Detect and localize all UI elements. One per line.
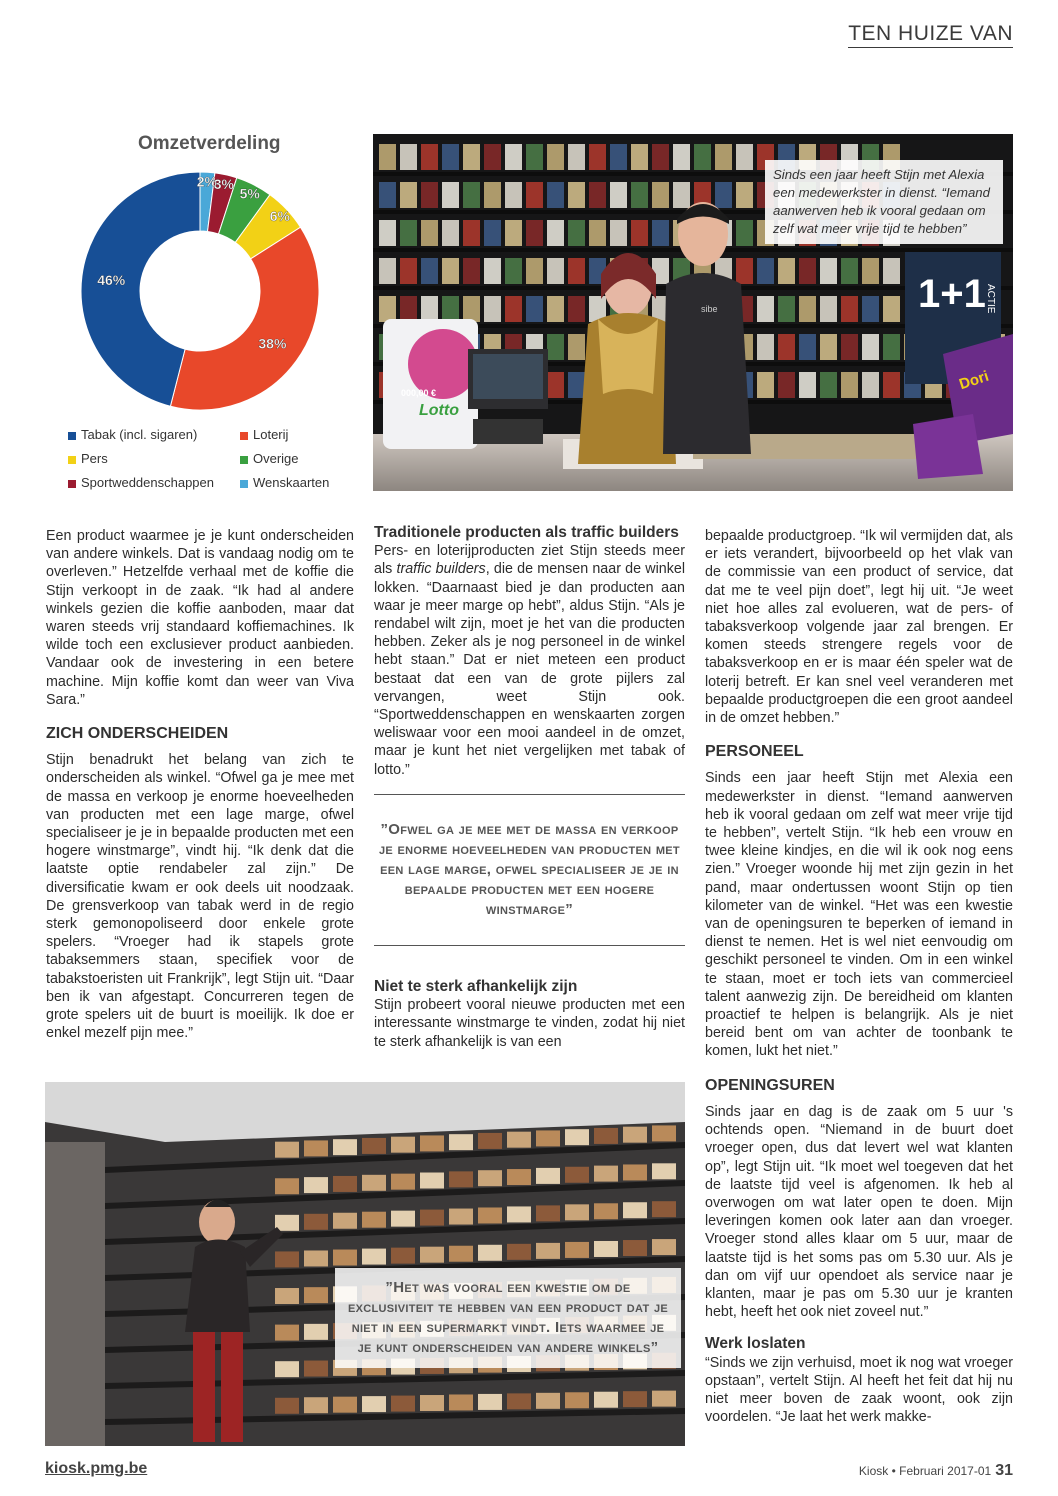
legend-swatch bbox=[240, 456, 248, 464]
shelf-product bbox=[589, 182, 606, 208]
cigar-box bbox=[391, 1174, 415, 1190]
shelf-product bbox=[526, 220, 543, 246]
shelf-product bbox=[484, 144, 501, 170]
shelf-product bbox=[820, 372, 837, 398]
shelf-product bbox=[568, 182, 585, 208]
shelf-product bbox=[400, 296, 417, 322]
heading-traffic-builders: Traditionele producten als traffic builders bbox=[374, 524, 679, 541]
cigar-box bbox=[333, 1250, 357, 1266]
shelf-product bbox=[526, 182, 543, 208]
shelf-product bbox=[715, 144, 732, 170]
cigar-box bbox=[449, 1209, 473, 1225]
shelf-product bbox=[400, 144, 417, 170]
shelf-product bbox=[778, 334, 795, 360]
cigar-box bbox=[623, 1127, 647, 1143]
legend-label: Overige bbox=[253, 451, 299, 466]
cigar-box bbox=[565, 1242, 589, 1258]
shelf-product bbox=[862, 334, 879, 360]
shelf-product bbox=[799, 334, 816, 360]
shelf-product bbox=[484, 258, 501, 284]
legend-item bbox=[240, 475, 329, 490]
shelf-product bbox=[673, 182, 690, 208]
shelf-product bbox=[631, 220, 648, 246]
col1-paragraph-2: Stijn benadrukt het belang van zich te onderscheiden als winkel. “Ofwel ga je mee met de massa en verkoop je enorme hoeveelheden van producten met een lage marge, ofwel specialiseer je je in bepaalde producten met een hogere winstmarge”, vindt hij. “Ik denk dat die laatste optie rendabeler zal zijn.” De diversificatie kwam er ook deels uit noodzaak. De grensverkoop van tabak werd in de regio sterk gemonopoliseerd door enkele grote spelers. “Vroeger had ik stapels grote tabaksemmers staan, specifiek voor de tabakstoeristen uit Frankrijk”, legt Stijn uit. “Daar ben ik van afgestapt. Concurreren tegen de grote spelers uit de buurt is moeilijk. Ik doe er enkel mezelf pijn mee.” bbox=[46, 752, 354, 1042]
cigar-box bbox=[333, 1213, 357, 1229]
donut-data-label: 5% bbox=[239, 185, 260, 202]
legend-item bbox=[68, 451, 108, 466]
shelf-product bbox=[400, 220, 417, 246]
cigar-box bbox=[536, 1130, 560, 1146]
cigar-box bbox=[275, 1361, 299, 1377]
shelf-product bbox=[526, 296, 543, 322]
shelf-product bbox=[778, 296, 795, 322]
cigar-box bbox=[275, 1325, 299, 1341]
cigar-box bbox=[652, 1163, 676, 1179]
shelf-product bbox=[820, 334, 837, 360]
shelf-product bbox=[820, 258, 837, 284]
legend-item bbox=[240, 427, 288, 442]
cigar-box bbox=[333, 1176, 357, 1192]
shelf-product bbox=[862, 372, 879, 398]
cigar-box bbox=[420, 1247, 444, 1263]
legend-swatch bbox=[68, 432, 76, 440]
cigar-box bbox=[275, 1288, 299, 1304]
cigar-box bbox=[304, 1250, 328, 1266]
heading-zich-onderscheiden: ZICH ONDERSCHEIDEN bbox=[46, 725, 229, 743]
cigar-box bbox=[652, 1125, 676, 1141]
shelf-product bbox=[757, 258, 774, 284]
cigar-box bbox=[507, 1244, 531, 1260]
shelf-product bbox=[652, 182, 669, 208]
shelf-product bbox=[883, 334, 900, 360]
col2-paragraph-1 bbox=[374, 542, 685, 779]
column-2-lower bbox=[374, 972, 685, 1065]
cigar-box bbox=[362, 1175, 386, 1191]
shelf-product bbox=[610, 182, 627, 208]
cigar-box bbox=[391, 1248, 415, 1264]
shelf-product bbox=[484, 220, 501, 246]
cigar-box bbox=[362, 1138, 386, 1154]
legend-label: Tabak (incl. sigaren) bbox=[81, 427, 198, 442]
donut-data-label: 46% bbox=[97, 271, 126, 288]
legend-item bbox=[240, 451, 299, 466]
shelf-product bbox=[421, 144, 438, 170]
shelf-product bbox=[463, 144, 480, 170]
col2-p1-start: Pers- en loterijproducten ziet Stijn steeds meer als bbox=[374, 543, 685, 578]
cigar-room-illustration bbox=[45, 1082, 685, 1446]
shelf-product bbox=[568, 296, 585, 322]
cigar-box bbox=[304, 1361, 328, 1377]
shelf-product bbox=[421, 182, 438, 208]
cigar-box bbox=[478, 1133, 502, 1149]
cigar-box bbox=[565, 1129, 589, 1145]
shelf-product bbox=[400, 258, 417, 284]
heading-personeel: PERSONEEL bbox=[705, 743, 804, 761]
shelf-product bbox=[568, 144, 585, 170]
cigar-box bbox=[536, 1168, 560, 1184]
cigar-box bbox=[362, 1249, 386, 1265]
promo-sign-side: ACTIE bbox=[985, 284, 996, 314]
shelf-product bbox=[736, 220, 753, 246]
shelf-product bbox=[631, 144, 648, 170]
cigar-box bbox=[623, 1240, 647, 1256]
cigar-box bbox=[362, 1212, 386, 1228]
footer-issue bbox=[859, 1462, 1013, 1480]
shelf-product bbox=[568, 372, 585, 398]
shelf-product bbox=[463, 220, 480, 246]
quote-rule-bottom bbox=[374, 945, 685, 946]
shelf-product bbox=[610, 220, 627, 246]
heading-werk-loslaten: Werk loslaten bbox=[705, 1335, 806, 1353]
col3-paragraph-1: bepaalde productgroep. “Ik wil vermijden dat, als er iets verandert, bijvoorbeeld op het vlak van de commissie van een product of service, dat dat me te veel pijn doet”, legt hij uit. “Je weet niet hoe alles zal evolueren, wat de pers- of tabaksverkoop volgende jaar zal brengen. Er komen steeds strengere regels voor de tabaksverkoop en er is maar één speler wat de loterij betreft. Er kan snel veel veranderen met bepaalde productgroepen die een groot aandeel in de omzet hebben.” bbox=[705, 528, 1013, 727]
cigar-box bbox=[420, 1173, 444, 1189]
cigar-box bbox=[391, 1211, 415, 1227]
shelf-product bbox=[883, 258, 900, 284]
shelf-product bbox=[820, 296, 837, 322]
column-2 bbox=[374, 524, 685, 793]
shelf-product bbox=[841, 334, 858, 360]
cigar-box bbox=[420, 1210, 444, 1226]
donut-data-label: 6% bbox=[269, 208, 290, 225]
promo-sign-main: 1+1 bbox=[918, 272, 986, 316]
donut-data-label: 3% bbox=[213, 176, 235, 193]
shelf-product bbox=[463, 258, 480, 284]
col2-p1-emphasis: traffic builders bbox=[396, 561, 486, 578]
cigar-box bbox=[304, 1214, 328, 1230]
shelf-product bbox=[379, 144, 396, 170]
shelf-product bbox=[547, 372, 564, 398]
cigar-box bbox=[623, 1202, 647, 1218]
photo-cigar-room bbox=[45, 1082, 685, 1446]
cigar-box bbox=[507, 1169, 531, 1185]
shelf-product bbox=[883, 372, 900, 398]
shelf-product bbox=[883, 296, 900, 322]
shelf-product bbox=[547, 182, 564, 208]
cigar-box bbox=[536, 1393, 560, 1409]
donut-data-label: 38% bbox=[258, 335, 287, 352]
staff-shirt-logo: sibe bbox=[701, 304, 718, 314]
shelf-product bbox=[421, 296, 438, 322]
shelf-product bbox=[547, 220, 564, 246]
shelf-product bbox=[547, 334, 564, 360]
col1-paragraph-1: Een product waarmee je je kunt onderscheiden van andere winkels. Dat is vandaag nodig om te overleven.” Hetzelfde verhaal met de koffie die Stijn verkoopt in de zaak. “Ik had al andere winkels gezien die koffie aanboden, maar dat waren steeds vrij standaard koffiemachines. Ik wilde toch een exclusiever product aanbieden. Vandaar ook de investering in een betere machine. Mijn koffie komt dan weer van Viva Sara.” bbox=[46, 528, 354, 708]
shelf-product bbox=[799, 372, 816, 398]
cigar-box bbox=[304, 1177, 328, 1193]
shelf-product bbox=[442, 182, 459, 208]
shelf-product bbox=[379, 182, 396, 208]
legend-swatch bbox=[68, 480, 76, 488]
shelf-product bbox=[757, 334, 774, 360]
legend-label: Wenskaarten bbox=[253, 475, 330, 490]
cigar-box bbox=[275, 1142, 299, 1158]
shelf-product bbox=[589, 220, 606, 246]
cigar-box bbox=[507, 1393, 531, 1409]
shelf-product bbox=[421, 258, 438, 284]
cigar-box bbox=[275, 1178, 299, 1194]
section-tag: TEN HUIZE VAN bbox=[848, 22, 1013, 48]
cigar-box bbox=[420, 1135, 444, 1151]
shelf-product bbox=[631, 182, 648, 208]
legend-item bbox=[68, 427, 197, 442]
photo-shop-counter bbox=[373, 134, 1013, 491]
pull-quote-1: ”Ofwel ga je mee met de massa en verkoop je enorme hoeveelheden van producten met een lage marge, ofwel specialiseer je je in bepaalde producten met een hogere winstmarge” bbox=[379, 821, 680, 918]
shelf-product bbox=[568, 220, 585, 246]
donut-data-label: 2% bbox=[196, 173, 217, 190]
cigar-box bbox=[652, 1391, 676, 1407]
column-1 bbox=[46, 527, 354, 1056]
shelf-product bbox=[862, 296, 879, 322]
chart-title: Omzetverdeling bbox=[138, 133, 281, 154]
shelf-product bbox=[379, 258, 396, 284]
shelf-product bbox=[610, 144, 627, 170]
col3-paragraph-3: Sinds jaar en dag is de zaak om 5 uur 's ochtends open. “Niemand in de buurt doet vroeger open, dus dat levert wel wat klanten op”, legt Stijn uit. “Ik moet wel toegeven dat het de laatste tijd veel is afgenomen. Ik heb al overwogen om wat later open te doen. Mijn leveringen komen ook later aan dan vroeger. Vroeger stond alles klaar om 5 uur, maar de laatste tijd is het soms pas om 5.30 uur. Als je dan om vijf uur opendoet als service naar je klanten, maar je pas om 5.30 uur je kranten hebt, heeft het ook niet zoveel nut.” bbox=[705, 1103, 1013, 1321]
shelf-product bbox=[547, 144, 564, 170]
cigar-box bbox=[594, 1128, 618, 1144]
lotto-amount: 000,00 € bbox=[401, 388, 437, 398]
cigar-box bbox=[478, 1394, 502, 1410]
cigar-box bbox=[594, 1166, 618, 1182]
shelf-product bbox=[841, 296, 858, 322]
cigar-box bbox=[507, 1206, 531, 1222]
footer-url[interactable]: kiosk.pmg.be bbox=[45, 1460, 148, 1477]
cigar-box bbox=[391, 1137, 415, 1153]
shelf-product bbox=[484, 182, 501, 208]
shelf-product bbox=[526, 258, 543, 284]
cigar-box bbox=[420, 1395, 444, 1411]
legend-swatch bbox=[240, 432, 248, 440]
col3-paragraph-2: Sinds een jaar heeft Stijn met Alexia een medewerkster in dienst. “Iemand aanwerven heb ik vooral gedaan om zelf wat meer vrije tijd te hebben”, vertelt Stijn. “Ik heb een vrouw en twee kleine kindjes, en die wil ik ook nog eens zien.” Vroeger woonde hij met zijn gezin in het pand, maar ondertussen woont Stijn op tien kilometer van de winkel. “Het was een kwestie van de openingsuren te beperken of iemand in dienst te nemen. Het is wel niet eenvoudig om geschikt personeel te vinden. Om in een winkel te staan, moet er toch iets van commercieel talent aanwezig zijn. De bereidheid om klanten proactief te helpen is belangrijk. Als je niet bereid bent om van achter de toonbank te komen, lukt het niet.” bbox=[705, 770, 1013, 1060]
cigar-box bbox=[594, 1392, 618, 1408]
shelf-product bbox=[505, 182, 522, 208]
heading-openingsuren: OPENINGSUREN bbox=[705, 1076, 835, 1094]
cigar-box bbox=[652, 1201, 676, 1217]
shelf-product bbox=[652, 144, 669, 170]
shelf-product bbox=[484, 296, 501, 322]
cigar-box bbox=[304, 1397, 328, 1413]
cigar-box bbox=[275, 1251, 299, 1267]
shelf-product bbox=[379, 296, 396, 322]
shelf-product bbox=[862, 258, 879, 284]
shelf-product bbox=[736, 144, 753, 170]
legend-label: Loterij bbox=[253, 427, 289, 442]
shelf-product bbox=[736, 182, 753, 208]
shelf-product bbox=[526, 144, 543, 170]
shelf-product bbox=[442, 220, 459, 246]
col2-paragraph-2: Stijn probeert vooral nieuwe producten met een interessante winstmarge te vinden, zodat hij niet te sterk afhankelijk is van een bbox=[374, 997, 685, 1050]
cigar-box bbox=[623, 1391, 647, 1407]
shelf-product bbox=[715, 182, 732, 208]
heading-niet-afhankelijk: Niet te sterk afhankelijk zijn bbox=[374, 978, 578, 995]
cigar-box bbox=[594, 1203, 618, 1219]
cigar-box bbox=[652, 1239, 676, 1255]
shelf-product bbox=[778, 258, 795, 284]
shelf-product bbox=[568, 258, 585, 284]
issue-label: Kiosk • Februari 2017-01 bbox=[858, 1464, 992, 1478]
quote-rule-top bbox=[374, 794, 685, 795]
shelf-product bbox=[379, 220, 396, 246]
shelf-product bbox=[757, 372, 774, 398]
legend-item bbox=[68, 475, 214, 490]
legend-label: Sportweddenschappen bbox=[81, 475, 214, 490]
snack-bag-text: Dori bbox=[957, 367, 991, 394]
shelf-product bbox=[568, 334, 585, 360]
shelf-product bbox=[778, 372, 795, 398]
column-3 bbox=[705, 527, 1013, 1440]
donut-slice-loterij bbox=[170, 227, 319, 410]
cigar-box bbox=[507, 1132, 531, 1148]
shelf-product bbox=[442, 258, 459, 284]
cigar-box bbox=[362, 1396, 386, 1412]
legend-label: Pers bbox=[81, 451, 108, 466]
cigar-box bbox=[449, 1171, 473, 1187]
shelf-product bbox=[841, 372, 858, 398]
shelf-product bbox=[505, 144, 522, 170]
cigar-box bbox=[275, 1215, 299, 1231]
col2-p1-end: , die de mensen naar de winkel lokken. “Daarnaast bied je dan producten aan waar je meer marge op hebt”, aldus Stijn. “Als je rendabel wilt zijn, moet je het van die producten hebben. Zeker als je nog personeel in de winkel hebt staan.” Dat er niet meteen een product bestaat dat een van de grote pijlers zal vervangen, weet Stijn ook. “Sportweddenschappen en wenskaarten zorgen weliswaar voor een mooi aandeel in de omzet, maar je kunt het niet vergelijken met tabak of lotto.” bbox=[374, 561, 685, 778]
cigar-box bbox=[536, 1243, 560, 1259]
cigar-box bbox=[623, 1164, 647, 1180]
cigar-box bbox=[304, 1324, 328, 1340]
shelf-product bbox=[505, 258, 522, 284]
donut-chart bbox=[60, 160, 340, 422]
shelf-product bbox=[505, 220, 522, 246]
shelf-product bbox=[463, 296, 480, 322]
cigar-box bbox=[449, 1394, 473, 1410]
cigar-box bbox=[536, 1205, 560, 1221]
cigar-box bbox=[478, 1245, 502, 1261]
cigar-box bbox=[304, 1287, 328, 1303]
cigar-box bbox=[333, 1397, 357, 1413]
shelf-product bbox=[757, 296, 774, 322]
lotto-logo: Lotto bbox=[419, 402, 459, 419]
legend-swatch bbox=[240, 480, 248, 488]
shelf-product bbox=[694, 144, 711, 170]
shelf-product bbox=[736, 258, 753, 284]
shelf-product bbox=[547, 258, 564, 284]
cigar-box bbox=[275, 1398, 299, 1414]
cigar-box bbox=[478, 1170, 502, 1186]
cigar-box bbox=[565, 1392, 589, 1408]
shelf-product bbox=[652, 220, 669, 246]
cigar-box bbox=[333, 1139, 357, 1155]
cigar-box bbox=[304, 1140, 328, 1156]
col3-paragraph-4: “Sinds we zijn verhuisd, moet ik nog wat vroeger opstaan”, vertelt Stijn. Al heeft het feit dat hij nu niet meer boven de zaak woont, ook zijn voordelen. “Je laat het werk makke- bbox=[705, 1354, 1013, 1426]
shelf-product bbox=[799, 258, 816, 284]
shelf-product bbox=[589, 144, 606, 170]
shelf-product bbox=[799, 296, 816, 322]
shelf-product bbox=[421, 220, 438, 246]
shelf-product bbox=[841, 258, 858, 284]
shelf-product bbox=[547, 296, 564, 322]
page-number: 31 bbox=[995, 1462, 1013, 1479]
photo-caption: Sinds een jaar heeft Stijn met Alexia een medewerkster in dienst. “Iemand aanwerven heb ik vooral gedaan om zelf wat meer vrije tijd te hebben” bbox=[765, 160, 1003, 244]
pull-quote-2: ”Het was vooral een kwestie om de exclusiviteit te hebben van een product dat je niet in een supermarkt vindt. Iets waarmee je je kunt onderscheiden van andere winkels” bbox=[335, 1268, 681, 1368]
cigar-box bbox=[565, 1204, 589, 1220]
cigar-box bbox=[449, 1134, 473, 1150]
shelf-product bbox=[442, 296, 459, 322]
legend-swatch bbox=[68, 456, 76, 464]
cigar-box bbox=[449, 1246, 473, 1262]
shelf-product bbox=[400, 182, 417, 208]
shelf-product bbox=[442, 144, 459, 170]
shelf-product bbox=[505, 296, 522, 322]
cigar-box bbox=[565, 1167, 589, 1183]
cigar-box bbox=[594, 1241, 618, 1257]
shelf-product bbox=[463, 182, 480, 208]
cigar-box bbox=[391, 1396, 415, 1412]
cigar-box bbox=[478, 1207, 502, 1223]
shelf-product bbox=[673, 144, 690, 170]
